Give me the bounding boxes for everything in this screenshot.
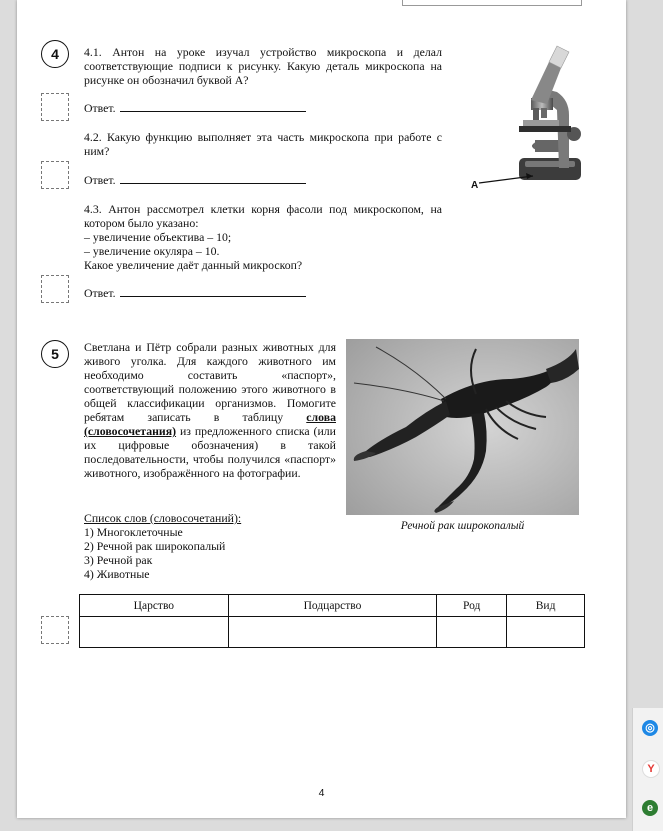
yandex-icon[interactable]: Y <box>642 760 660 778</box>
answer-blank[interactable] <box>120 286 306 297</box>
alice-icon[interactable]: ◎ <box>642 720 658 736</box>
photo-caption: Речной рак широкопалый <box>400 520 525 532</box>
microscope-stage <box>519 126 571 132</box>
question-4-2-text: 4.2. Какую функцию выполняет эта часть микроскопа при работе с ним? <box>84 130 442 158</box>
answer-mark-box-4-3[interactable] <box>41 275 69 303</box>
table-header-kingdom: Царство <box>80 595 229 617</box>
table-cell-genus[interactable] <box>437 617 507 648</box>
answer-blank[interactable] <box>120 101 306 112</box>
edge-icon[interactable]: e <box>642 800 658 816</box>
word-list-item: 2) Речной рак широкопалый <box>84 539 226 553</box>
question-4-3-text <box>84 202 442 272</box>
q5-text-part: Светлана и Пётр собрали разных животных для живого уголка. Для каждого животного им необходимо составить «паспорт», соответствующий положению этого животного в общей классификации организмов. Помогите ребятам записать в таблицу <box>84 340 336 424</box>
table-cell-kingdom[interactable] <box>80 617 229 648</box>
q43-line: – увеличение окуляра – 10. <box>84 244 220 258</box>
q43-line: – увеличение объектива – 10; <box>84 230 232 244</box>
figure-label-a: А <box>471 180 479 191</box>
question-number-5: 5 <box>41 340 69 368</box>
crayfish-photo <box>346 339 579 515</box>
q5-text-part: из предложенного списка (или их цифровые обозначения) в такой последовательности, чтобы получился «паспорт» животного, изображённого на фотографии. <box>84 424 336 480</box>
answer-line-4-2[interactable] <box>84 173 306 188</box>
table-header-subkingdom: Подцарство <box>228 595 437 617</box>
answer-mark-box-4-2[interactable] <box>41 161 69 189</box>
answer-mark-box-4-1[interactable] <box>41 93 69 121</box>
answer-blank[interactable] <box>120 173 306 184</box>
question-5-text <box>84 340 336 480</box>
top-frame-box <box>402 0 582 6</box>
table-header-genus: Род <box>437 595 507 617</box>
table-header-species: Вид <box>507 595 585 617</box>
word-list-item: 3) Речной рак <box>84 553 153 567</box>
page-number: 4 <box>318 787 325 799</box>
answer-label: Ответ. <box>84 286 116 300</box>
classification-table <box>79 594 585 648</box>
microscope-figure <box>449 40 584 195</box>
answer-line-4-1[interactable] <box>84 101 306 116</box>
q43-line: 4.3. Антон рассмотрел клетки корня фасоли под микроскопом, на котором было указано: <box>84 202 442 230</box>
answer-label: Ответ. <box>84 173 116 187</box>
table-cell-species[interactable] <box>507 617 585 648</box>
question-number-4: 4 <box>41 40 69 68</box>
word-list <box>84 511 344 581</box>
word-list-item: 1) Многоклеточные <box>84 525 183 539</box>
q43-line: Какое увеличение даёт данный микроскоп? <box>84 258 303 272</box>
browser-sidebar <box>632 708 663 831</box>
word-list-title: Список слов (словосочетаний): <box>84 511 242 525</box>
answer-mark-box-5[interactable] <box>41 616 69 644</box>
document-page <box>17 0 626 818</box>
table-cell-subkingdom[interactable] <box>228 617 437 648</box>
word-list-item: 4) Животные <box>84 567 150 581</box>
question-4-1-text: 4.1. Антон на уроке изучал устройство микроскопа и делал соответствующие подписи к рисунку. Какую деталь микроскопа на рисунке он обозначил буквой А? <box>84 45 442 87</box>
answer-line-4-3[interactable] <box>84 286 306 301</box>
answer-label: Ответ. <box>84 101 116 115</box>
q5-emphasis: слова (словосочетания) <box>84 410 336 438</box>
